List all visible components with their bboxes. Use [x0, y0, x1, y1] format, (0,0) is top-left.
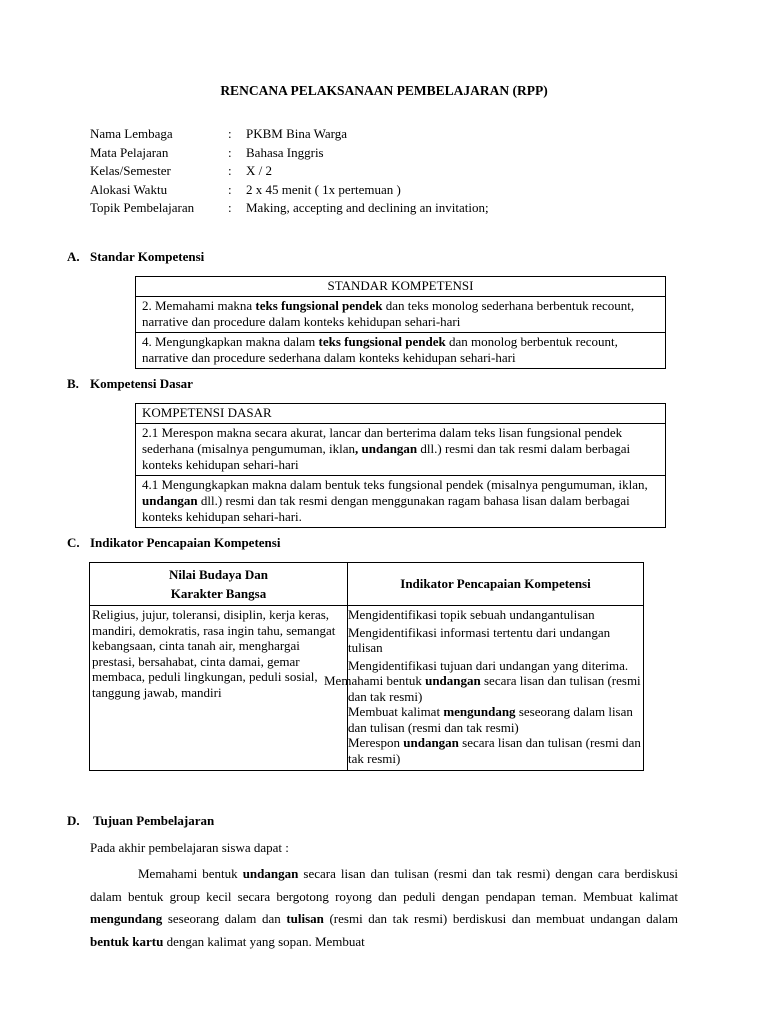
identity-colon: :: [228, 163, 232, 178]
values-column-header: [90, 563, 348, 606]
row-emphasis: , undangan: [355, 441, 418, 456]
section-letter: A.: [67, 249, 80, 264]
section-title: Tujuan Pembelajaran: [93, 813, 215, 828]
tujuan-intro: Pada akhir pembelajaran siswa dapat :: [90, 840, 289, 855]
row-text: dll.) resmi dan tak resmi dalam berbagai konteks kehidupan sehari-hari: [142, 441, 631, 472]
para-text: (resmi dan tak resmi) berdiskusi dan membuat undangan dalam: [323, 911, 678, 926]
section-title: Indikator Pencapaian Kompetensi: [90, 535, 281, 550]
para-emphasis: mengundang: [90, 911, 163, 926]
kompetensi-dasar-table: [135, 403, 666, 528]
section-title: Standar Kompetensi: [90, 249, 205, 264]
list-item: [348, 704, 641, 735]
header-line: Nilai Budaya Dan: [169, 567, 268, 582]
identity-label: Nama Lembaga: [90, 126, 173, 141]
item-emphasis: undangan: [403, 735, 459, 750]
para-text: dengan kalimat yang sopan. Membuat: [163, 933, 365, 949]
section-d-heading: [67, 813, 214, 829]
item-text: Mengidentifikasi informasi tertentu dari undangan tulisan: [348, 624, 611, 655]
section-title: Kompetensi Dasar: [90, 376, 193, 391]
item-text: Mengidentifikasi tujuan dari undangan yang diterima.: [348, 657, 629, 673]
identity-label: Mata Pelajaran: [90, 145, 169, 160]
section-c-heading: [67, 535, 280, 551]
row-emphasis: teks fungsional pendek: [255, 298, 383, 313]
item-text: Merespon: [348, 735, 404, 750]
row-text: 4. Mengungkapkan makna dalam: [142, 334, 319, 349]
identity-label: Alokasi Waktu: [90, 182, 168, 197]
table-row: [136, 297, 666, 333]
identity-colon: :: [228, 182, 232, 197]
identity-colon: :: [228, 200, 232, 215]
section-b-heading: [67, 376, 193, 392]
para-emphasis: bentuk kartu: [90, 933, 164, 949]
values-cell: Religius, jujur, toleransi, disiplin, kerja keras, mandiri, demokratis, rasa ingin tahu, semangat kebangsaan, cinta tanah air, menghargai prestasi, bersahabat, cinta damai, gemar membaca, peduli lingkungan, peduli sosial, tanggung jawab, mandiri: [90, 606, 348, 771]
section-letter: D.: [67, 813, 80, 828]
identity-value: X / 2: [246, 163, 272, 178]
para-text: seseorang dalam dan: [162, 911, 287, 926]
table-row: [136, 333, 666, 369]
identity-label: Topik Pembelajaran: [90, 200, 195, 215]
para-text: Memahami bentuk: [138, 866, 243, 881]
item-text: Mengidentifikasi topik sebuah undangantulisan: [348, 607, 595, 622]
item-emphasis: undangan: [425, 673, 481, 688]
document-title: RENCANA PELAKSANAAN PEMBELAJARAN (RPP): [220, 83, 548, 98]
list-item: [324, 673, 641, 704]
item-text: Membuat kalimat: [348, 704, 444, 719]
item-text: secara lisan dan tulisan (resmi dan tak resmi): [348, 735, 641, 766]
header-line: Karakter Bangsa: [170, 586, 267, 601]
section-letter: C.: [67, 535, 80, 550]
item-text: seseorang dalam lisan dan tulisan (resmi dan tak resmi): [348, 704, 633, 735]
identity-value: Making, accepting and declining an invitation;: [246, 200, 489, 215]
section-a-heading: [67, 249, 204, 265]
identity-colon: :: [228, 126, 232, 141]
para-emphasis: tulisan: [286, 911, 324, 926]
table-row: [136, 424, 666, 476]
item-text: secara lisan dan tulisan (resmi dan tak resmi): [348, 673, 641, 704]
table-row: [136, 476, 666, 528]
row-text: dll.) resmi dan tak resmi dengan menggunakan ragam bahasa lisan dalam berbagai konteks kehidupan sehari-hari.: [142, 493, 630, 524]
list-item: [348, 735, 641, 766]
table-header: STANDAR KOMPETENSI: [136, 277, 666, 297]
item-text: Memahami bentuk: [324, 673, 426, 688]
section-letter: B.: [67, 376, 79, 391]
indikator-table: [89, 562, 644, 771]
list-item: [348, 625, 641, 656]
identity-colon: :: [228, 145, 232, 160]
para-text: secara lisan dan tulisan (resmi dan tak resmi) dengan cara berdiskusi dalam bentuk group kecil secara bergotong royong dan peduli dengan pendapan teman. Membuat kalimat: [90, 866, 678, 904]
row-text: 4.1 Mengungkapkan makna dalam bentuk teks fungsional pendek (misalnya pengumuman, iklan,: [142, 477, 648, 492]
list-item: [348, 658, 641, 674]
row-emphasis: teks fungsional pendek: [318, 334, 446, 349]
row-text: 2. Memahami makna: [142, 298, 256, 313]
identity-value: Bahasa Inggris: [246, 145, 324, 160]
indicators-column-header: Indikator Pencapaian Kompetensi: [348, 563, 644, 606]
standar-kompetensi-table: [135, 276, 666, 369]
identity-value: 2 x 45 menit ( 1x pertemuan ): [246, 182, 401, 197]
row-emphasis: undangan: [142, 493, 198, 508]
indicators-cell: [324, 606, 644, 771]
item-emphasis: mengundang: [443, 704, 516, 719]
identity-label: Kelas/Semester: [90, 163, 171, 178]
para-emphasis: undangan: [242, 866, 299, 881]
list-item: [348, 607, 641, 623]
row-text: 2.1 Merespon makna secara akurat, lancar dan berterima dalam teks lisan fungsional pendek sederhana (misalnya pengumuman, iklan: [142, 425, 623, 456]
table-header: KOMPETENSI DASAR: [136, 404, 666, 424]
identity-value: PKBM Bina Warga: [246, 126, 348, 141]
tujuan-paragraph: [90, 863, 678, 953]
row-text: dan monolog berbentuk recount, narrative dan procedure sederhana dalam konteks kehidupan sehari-hari: [142, 334, 618, 365]
row-text: dan teks monolog sederhana berbentuk recount, narrative dan procedure dalam konteks kehidupan sehari-hari: [142, 298, 635, 329]
